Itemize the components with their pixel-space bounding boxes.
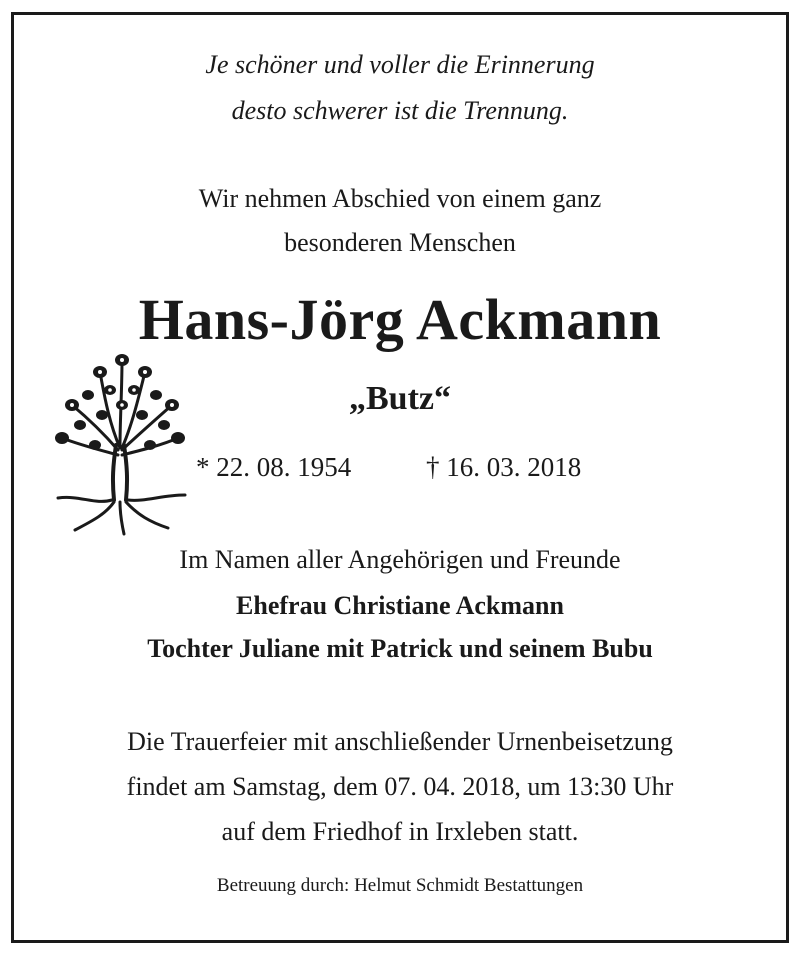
funeral-service: Betreuung durch: Helmut Schmidt Bestattungen [216,875,584,896]
death-date: † 16. 03. 2018 [426,452,582,482]
ceremony-line-3: auf dem Friedhof in Irxleben statt. [221,817,579,846]
quote-line-1: Je schöner und voller die Erinnerung [205,50,595,79]
quote-line-2: desto schwerer ist die Trennung. [231,96,569,125]
intro-line-2: besonderen Menschen [284,228,516,257]
deceased-name: Hans-Jörg Ackmann [138,287,662,352]
family-line-1: Ehefrau Christiane Ackmann [236,591,564,620]
intro-line-1: Wir nehmen Abschied von einem ganz [198,184,602,213]
deceased-nickname: „Butz“ [349,380,451,417]
family-intro: Im Namen aller Angehörigen und Freunde [179,545,621,574]
birth-date: * 22. 08. 1954 [196,452,352,482]
ceremony-line-2: findet am Samstag, dem 07. 04. 2018, um 13:30 Uhr [126,772,674,801]
family-line-2: Tochter Juliane mit Patrick und seinem Bubu [147,634,653,663]
ceremony-line-1: Die Trauerfeier mit anschließender Urnenbeisetzung [127,727,673,756]
tree-of-life-icon [50,350,190,536]
